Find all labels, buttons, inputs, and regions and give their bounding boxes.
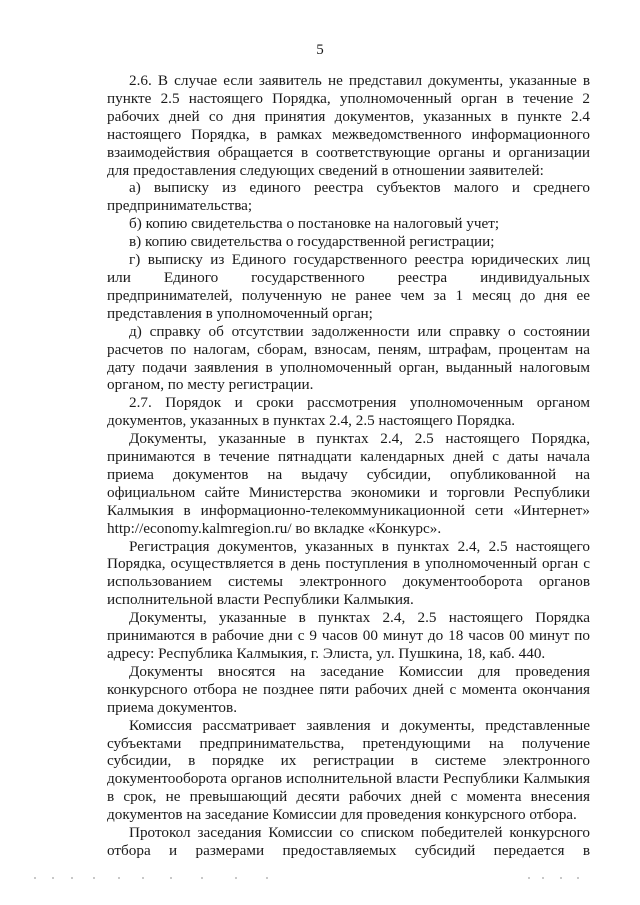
paragraph-registration: Регистрация документов, указанных в пунктах 2.4, 2.5 настоящего Порядка, осуществляется в день поступления в уполномоченный орган с использованием системы электронного документооборота органов исполнительной власти Республики Калмыкия. bbox=[107, 537, 590, 609]
document-body bbox=[107, 72, 590, 860]
paragraph-commission-submission: Документы вносятся на заседание Комиссии для проведения конкурсного отбора не позднее пяти рабочих дней с момента окончания приема документов. bbox=[107, 662, 590, 716]
list-item-b: б) копию свидетельства о постановке на налоговый учет; bbox=[129, 215, 500, 233]
list-item-d: д) справку об отсутствии задолженности или справку о состоянии расчетов по налогам, сборам, взносам, пеням, штрафам, процентам на дату подачи заявления в уполномоченный орган, выданный налоговым органом, по месту регистрации. bbox=[107, 322, 590, 394]
paragraph-2-7: 2.7. Порядок и сроки рассмотрения уполномоченным органом документов, указанных в пунктах 2.4, 2.5 настоящего Порядка. bbox=[107, 394, 590, 430]
paragraph-acceptance-period: Документы, указанные в пунктах 2.4, 2.5 настоящего Порядка, принимаются в течение пятнадцати календарных дней с даты начала приема документов на выдачу субсидии, опубликованной на официальном сайте Министерства экономики и торговли Республики Калмыкия в информационно-телекоммуникационной сети «Интернет» http://economy.kalmregion.ru/ во вкладке «Конкурс». bbox=[107, 430, 590, 537]
list-item-v: в) копию свидетельства о государственной регистрации; bbox=[129, 233, 495, 251]
scan-artifacts bbox=[30, 877, 610, 881]
paragraph-2-6: 2.6. В случае если заявитель не представил документы, указанные в пункте 2.5 настоящего Порядка, уполномоченный орган в течение 2 рабочих дней со дня принятия документов, указанных в пункте 2.4 настоящего Порядка, в рамках межведомственного информационного взаимодействия обращается в соответствующие органы и организации для предоставления следующих сведений в отношении заявителей: bbox=[107, 72, 590, 179]
list-item-a: а) выписку из единого реестра субъектов малого и среднего предпринимательства; bbox=[107, 179, 590, 215]
paragraph-commission-review: Комиссия рассматривает заявления и документы, представленные субъектами предпринимательства, претендующими на получение субсидии, в порядке их регистрации в системе электронного документооборота органов исполнительной власти Республики Калмыкия в срок, не превышающий десяти рабочих дней с момента внесения документов на заседание Комиссии для проведения конкурсного отбора. bbox=[107, 716, 590, 824]
list-item-g: г) выписку из Единого государственного реестра юридических лиц или Единого государственного реестра индивидуальных предпринимателей, полученную не ранее чем за 1 месяц до дня ее представления в уполномоченный орган; bbox=[107, 251, 590, 322]
paragraph-working-hours: Документы, указанные в пунктах 2.4, 2.5 настоящего Порядка принимаются в рабочие дни с 9 часов 00 минут до 18 часов 00 минут по адресу: Республика Калмыкия, г. Элиста, ул. Пушкина, 18, каб. 440. bbox=[107, 609, 590, 662]
paragraph-protocol: Протокол заседания Комиссии со списком победителей конкурсного отбора и размерами предоставляемых субсидий передается в bbox=[107, 824, 590, 859]
page-number: 5 bbox=[316, 42, 324, 58]
